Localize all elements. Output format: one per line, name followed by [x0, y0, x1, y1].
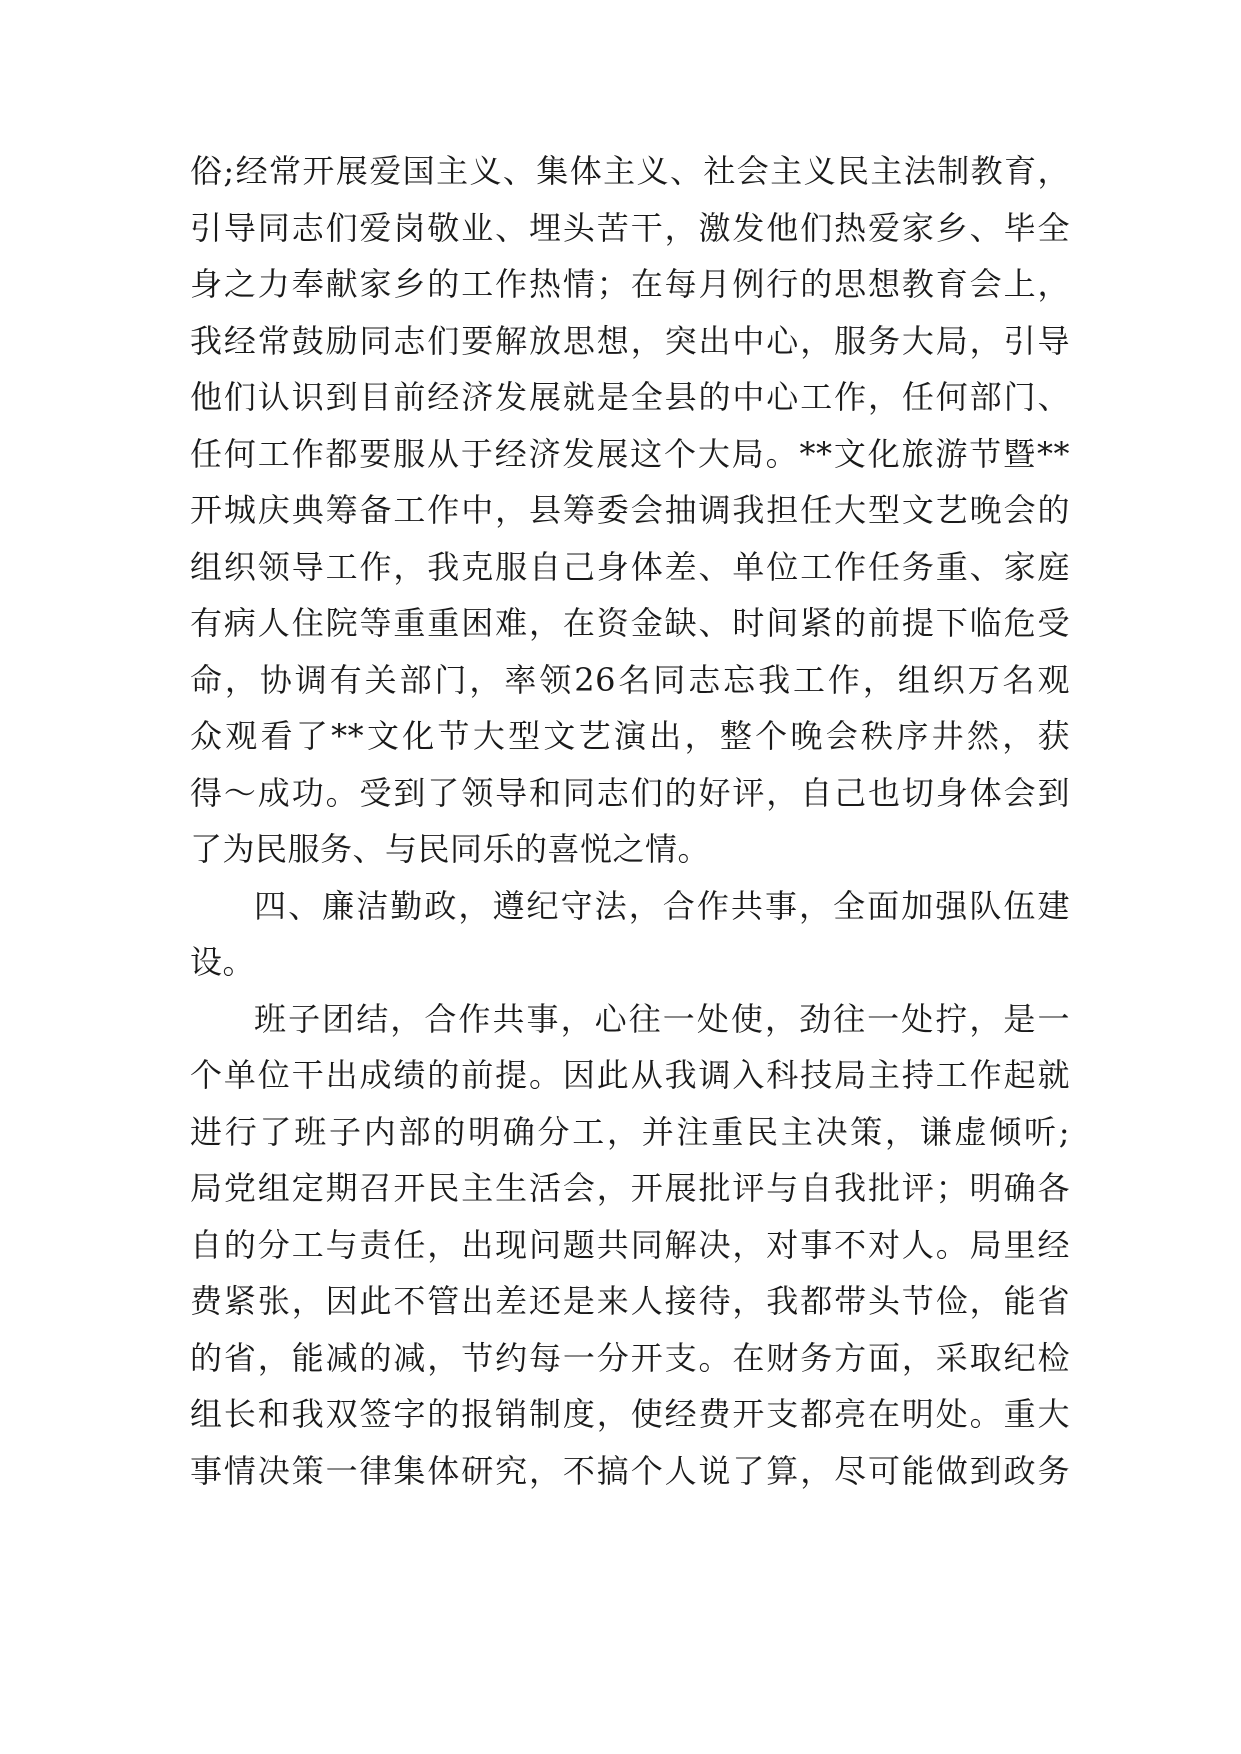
- paragraph-line: 身之力奉献家乡的工作热情；在每月例行的思想教育会上，: [190, 265, 1070, 303]
- paragraph-line: 班子团结，合作共事，心往一处使，劲往一处拧，是一: [254, 999, 1070, 1038]
- paragraph-line: 自的分工与责任，出现问题共同解决，对事不对人。局里经: [190, 1225, 1070, 1264]
- paragraph-line: 我经常鼓励同志们要解放思想，突出中心，服务大局，引导: [190, 321, 1070, 360]
- paragraph-line: 组织领导工作，我克服自己身体差、单位工作任务重、家庭: [190, 547, 1070, 586]
- paragraph-line: 任何工作都要服从于经济发展这个大局。**文化旅游节暨**: [190, 434, 1070, 473]
- paragraph-line: 命，协调有关部门，率领26名同志忘我工作，组织万名观: [190, 660, 1070, 699]
- paragraph-line: 了为民服务、与民同乐的喜悦之情。: [190, 830, 711, 868]
- document-body: [190, 143, 1070, 1499]
- paragraph-line: 众观看了**文化节大型文艺演出，整个晚会秩序井然，获: [190, 717, 1070, 755]
- paragraph-line: 有病人住院等重重困难，在资金缺、时间紧的前提下临危受: [190, 604, 1070, 642]
- paragraph-line: 引导同志们爱岗敬业、埋头苦干，激发他们热爱家乡、毕全: [190, 208, 1070, 247]
- paragraph-line: 事情决策一律集体研究，不搞个人说了算，尽可能做到政务: [190, 1451, 1070, 1490]
- paragraph-1: [190, 143, 1070, 878]
- heading-line: 设。: [190, 943, 256, 981]
- paragraph-line: 俗;经常开展爱国主义、集体主义、社会主义民主法制教育，: [190, 152, 1070, 190]
- paragraph-line: 进行了班子内部的明确分工，并注重民主决策，谦虚倾听;: [190, 1112, 1070, 1151]
- paragraph-line: 局党组定期召开民主生活会，开展批评与自我批评；明确各: [190, 1169, 1070, 1207]
- paragraph-line: 他们认识到目前经济发展就是全县的中心工作，任何部门、: [190, 378, 1070, 416]
- heading-line: 四、廉洁勤政，遵纪守法，合作共事，全面加强队伍建: [254, 886, 1070, 925]
- paragraph-line: 个单位干出成绩的前提。因此从我调入科技局主持工作起就: [190, 1056, 1070, 1094]
- paragraph-line: 费紧张，因此不管出差还是来人接待，我都带头节俭，能省: [190, 1282, 1070, 1320]
- paragraph-2: [190, 991, 1070, 1500]
- paragraph-line: 组长和我双签字的报销制度，使经费开支都亮在明处。重大: [190, 1395, 1070, 1433]
- paragraph-line: 开城庆典筹备工作中，县筹委会抽调我担任大型文艺晚会的: [190, 491, 1070, 529]
- paragraph-line: 的省，能减的减，节约每一分开支。在财务方面，采取纪检: [190, 1338, 1070, 1377]
- section-heading-4: [190, 878, 1070, 991]
- paragraph-line: 得～成功。受到了领导和同志们的好评，自己也切身体会到: [190, 773, 1070, 812]
